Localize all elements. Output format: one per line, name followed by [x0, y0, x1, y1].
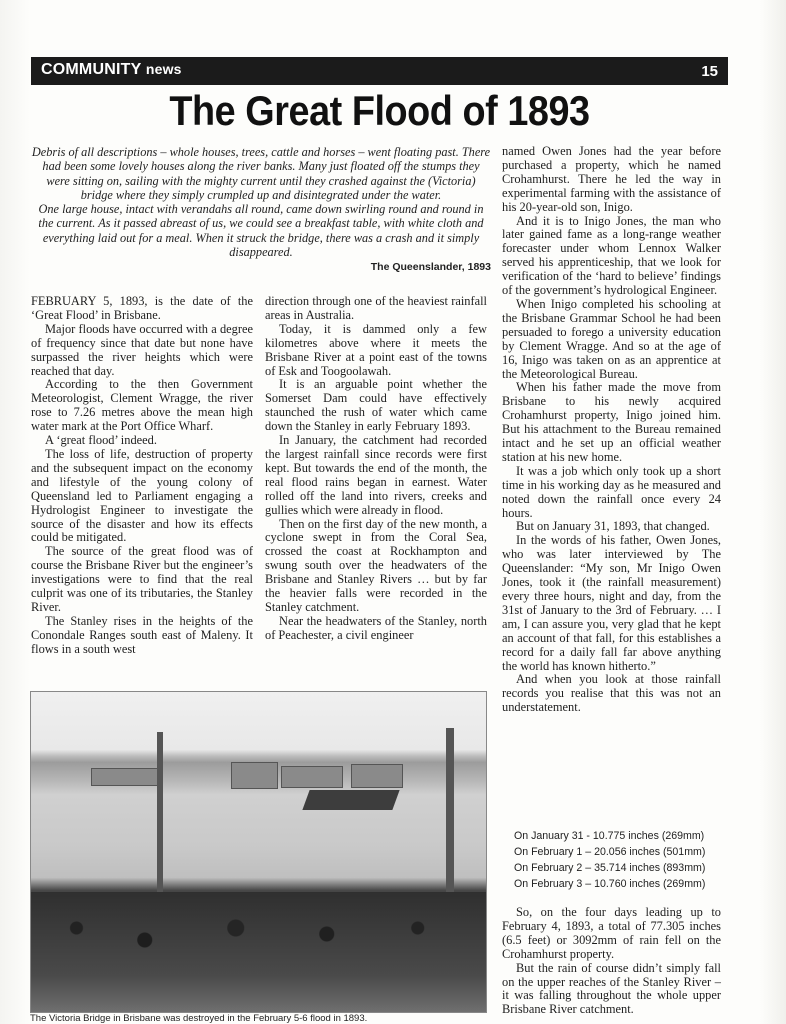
building-shape [231, 762, 278, 789]
article-column-1 [31, 295, 253, 657]
rainfall-record: On January 31 - 10.775 inches (269mm) [514, 830, 705, 842]
quote-paragraph: Debris of all descriptions – whole houses, trees, cattle and horses – went floating past. There had been some lovely houses along the river banks. Many just floated off the stumps they were sitting on, sailing with the mighty current until they crashed against the (Victoria) bridge where they simply crumpled up and disintegrated under the water. [31, 145, 491, 202]
paragraph: And when you look at those rainfall records you realise that this was not an understatement. [502, 672, 721, 715]
paragraph: The Stanley rises in the heights of the Conondale Ranges south east of Maleny. It flows in a south west [31, 613, 253, 656]
rainfall-record: On February 2 – 35.714 inches (893mm) [514, 862, 706, 874]
chimney-pole [446, 728, 454, 908]
article-headline: The Great Flood of 1893 [169, 87, 590, 134]
paragraph: A ‘great flood’ indeed. [45, 433, 157, 448]
bridge-debris [302, 790, 399, 810]
paragraph: When his father made the move from Brisbane to his newly acquired Crohamhurst property, Inigo joined him. But his attachment to the Bureau remained intact and he set up an official weather station at his new home. [502, 380, 721, 464]
paragraph: So, on the four days leading up to February 4, 1893, a total of 77.305 inches (6.5 feet) or 3092mm of rain fell on the Crohamhurst property. [502, 905, 721, 961]
rainfall-record: On February 1 – 20.056 inches (501mm) [514, 846, 706, 858]
paragraph: According to the then Government Meteorologist, Clement Wragge, the river rose to 7.26 metres above the mean high water mark at the Port Office Wharf. [31, 377, 253, 434]
building-shape [281, 766, 343, 788]
building-shape [91, 768, 163, 786]
paragraph: The loss of life, destruction of property and the subsequent impact on the economy and lifestyle of the young colony of Queensland led to Parliament engaging a Hydrologist Engineer to investigate the source of the disaster and how its effects could be mitigated. [31, 446, 253, 545]
paragraph: Near the headwaters of the Stanley, north of Peachester, a civil engineer [265, 613, 487, 642]
lamp-pole [157, 732, 163, 892]
paragraph: It is an arguable point whether the Somerset Dam could have effectively staunched the rush of water which came down the Stanley in early February 1893. [265, 377, 487, 434]
paragraph: But the rain of course didn’t simply fall on the upper reaches of the Stanley River – it was falling throughout the whole upper Brisbane River catchment. [502, 960, 721, 1017]
rainfall-record: On February 3 – 10.760 inches (269mm) [514, 878, 706, 890]
paragraph: But on January 31, 1893, that changed. [516, 519, 710, 534]
paragraph: And it is to Inigo Jones, the man who later gained fame as a long-range weather forecaster under whom Lennox Walker served his apprenticeship, that we look for verification of the ‘hard to believe’ findings of the government’s hydrological Engineer. [502, 213, 721, 298]
section-label [41, 61, 182, 79]
article-column-3-continued [502, 906, 721, 1017]
section-name: COMMUNITY [41, 61, 142, 78]
paragraph: When Inigo completed his schooling at the Brisbane Grammar School he had been persuaded to forego a university education by Clement Wragge. And so at the age of 16, Inigo was taken on as an apprentice at the Meteorological Bureau. [502, 296, 721, 381]
paragraph: In January, the catchment had recorded the largest rainfall since records were first kept. But towards the end of the month, the real flood rains began in earnest. Water rolled off the land into rivers, creeks and gullies which were already in flood. [265, 433, 487, 517]
paragraph: It was a job which only took up a short time in his working day as he measured and noted down the rainfall once every 24 hours. [502, 463, 721, 520]
paragraph: In the words of his father, Owen Jones, who was later interviewed by The Queenslander: “My son, Mr Inigo Owen Jones, took it (the rainfall measurement) every three hours, night and day, from the 31st of January to the 3rd of February. … I am, I can assure you, very glad that he kept an account of that fall, for this establishes a record for a daily fall far above anything the world has known hitherto.” [502, 533, 721, 673]
section-sub-name: news [145, 61, 182, 77]
paragraph: FEBRUARY 5, 1893, is the date of the ‘Great Flood’ in Brisbane. [31, 294, 253, 322]
rainfall-records [514, 828, 714, 892]
paragraph: Today, it is dammed only a few kilometres above where it meets the Brisbane River at a point east of the towns of Esk and Toogoolawah. [265, 321, 487, 378]
paragraph: The source of the great flood was of course the Brisbane River but the engineer’s investigations were to find that the real culprit was one of its tributaries, the Stanley River. [31, 544, 253, 614]
quote-source: The Queenslander, 1893 [370, 261, 491, 274]
article-column-3 [502, 145, 721, 715]
section-header-bar [31, 57, 728, 85]
page-number: 15 [701, 63, 718, 80]
paragraph: Major floods have occurred with a degree of frequency since that date but none have surpassed the river heights which were reached that day. [31, 321, 253, 378]
flood-photograph [30, 691, 487, 1013]
paragraph: named Owen Jones had the year before purchased a property, which he named Crohamhurst. There he led the way in experimental farming with the assistance of his 20-year-old son, Inigo. [502, 144, 721, 214]
crowd-of-onlookers [31, 892, 486, 1012]
quote-paragraph: One large house, intact with verandahs all round, came down swirling round and round in the current. As it passed abreast of us, we could see a breakfast table, with white cloth and everything laid out for a meal. When it struck the bridge, there was a crash and it simply disappeared. [38, 202, 484, 260]
photo-caption: The Victoria Bridge in Brisbane was destroyed in the February 5-6 flood in 1893. [30, 1013, 368, 1024]
building-shape [351, 764, 403, 788]
paragraph: Then on the first day of the new month, a cyclone swept in from the Coral Sea, crossed the coast at Rockhampton and swung south over the headwaters of the Brisbane and Stanley Rivers … but by far the heavier falls were recorded in the Stanley catchment. [265, 516, 487, 614]
paragraph: direction through one of the heaviest rainfall areas in Australia. [265, 294, 487, 322]
pull-quote [31, 145, 491, 275]
article-column-2 [265, 295, 487, 643]
